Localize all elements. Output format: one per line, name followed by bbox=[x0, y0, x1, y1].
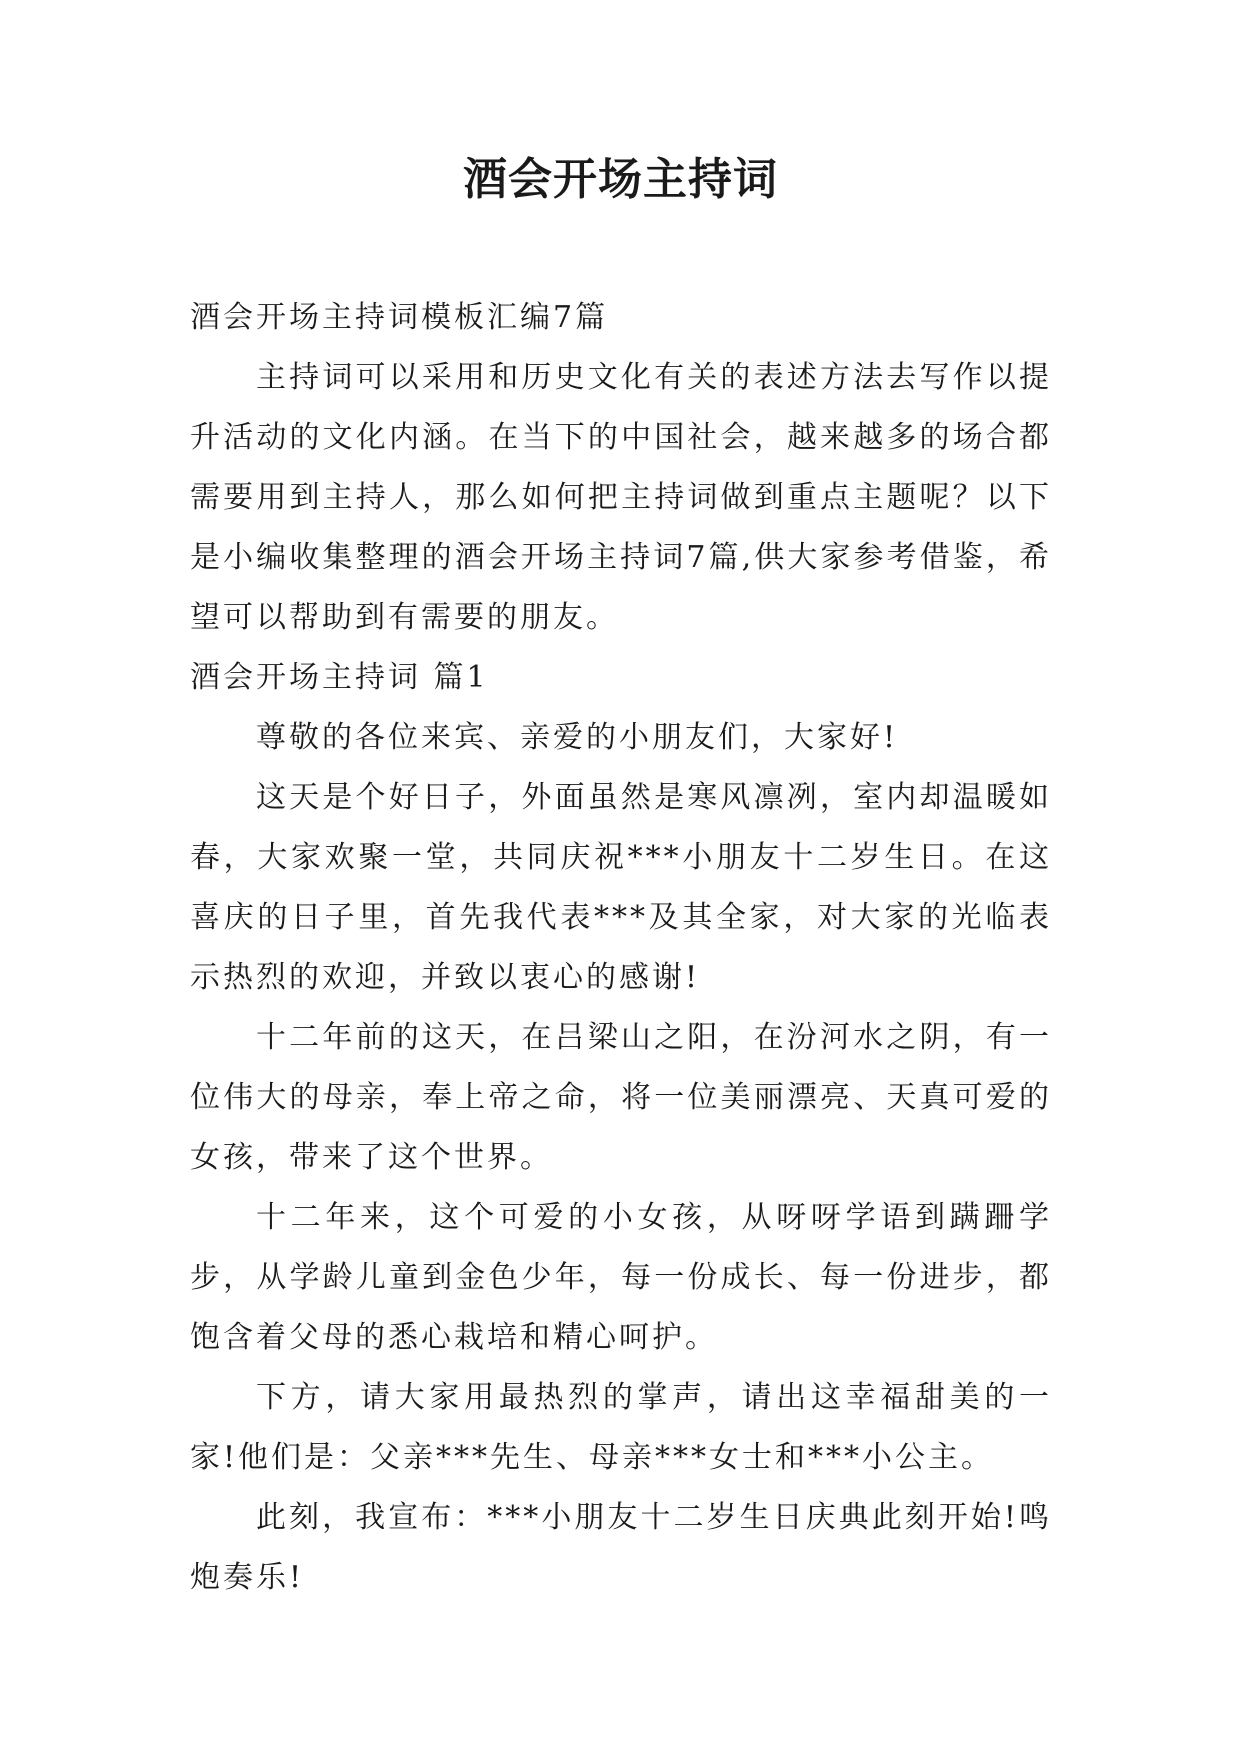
paragraph-subtitle: 酒会开场主持词模板汇编7篇 bbox=[190, 300, 609, 335]
document-body bbox=[190, 288, 1052, 1608]
paragraph-intro: 主持词可以采用和历史文化有关的表述方法去写作以提升活动的文化内涵。在当下的中国社会，越来越多的场合都需要用到主持人，那么如何把主持词做到重点主题呢？以下是小编收集整理的酒会开场主持词7篇,供大家参考借鉴，希望可以帮助到有需要的朋友。 bbox=[190, 360, 1052, 635]
paragraph-section-heading: 酒会开场主持词 篇1 bbox=[190, 660, 489, 695]
paragraph-body: 下方，请大家用最热烈的掌声，请出这幸福甜美的一家!他们是：父亲***先生、母亲***女士和***小公主。 bbox=[190, 1380, 1052, 1475]
paragraph-body: 十二年来，这个可爱的小女孩，从呀呀学语到蹒跚学步，从学龄儿童到金色少年，每一份成长、每一份进步，都饱含着父母的悉心栽培和精心呵护。 bbox=[190, 1200, 1052, 1355]
paragraph-greeting: 尊敬的各位来宾、亲爱的小朋友们，大家好! bbox=[256, 720, 899, 755]
paragraph-body: 这天是个好日子，外面虽然是寒风凛冽，室内却温暖如春，大家欢聚一堂，共同庆祝***小朋友十二岁生日。在这喜庆的日子里，首先我代表***及其全家，对大家的光临表示热烈的欢迎，并致以衷心的感谢! bbox=[190, 780, 1052, 995]
document-title: 酒会开场主持词 bbox=[463, 154, 778, 205]
paragraph-body: 十二年前的这天，在吕梁山之阳，在汾河水之阴，有一位伟大的母亲，奉上帝之命，将一位美丽漂亮、天真可爱的女孩，带来了这个世界。 bbox=[190, 1020, 1052, 1175]
paragraph-body: 此刻，我宣布：***小朋友十二岁生日庆典此刻开始!鸣炮奏乐! bbox=[190, 1500, 1052, 1595]
